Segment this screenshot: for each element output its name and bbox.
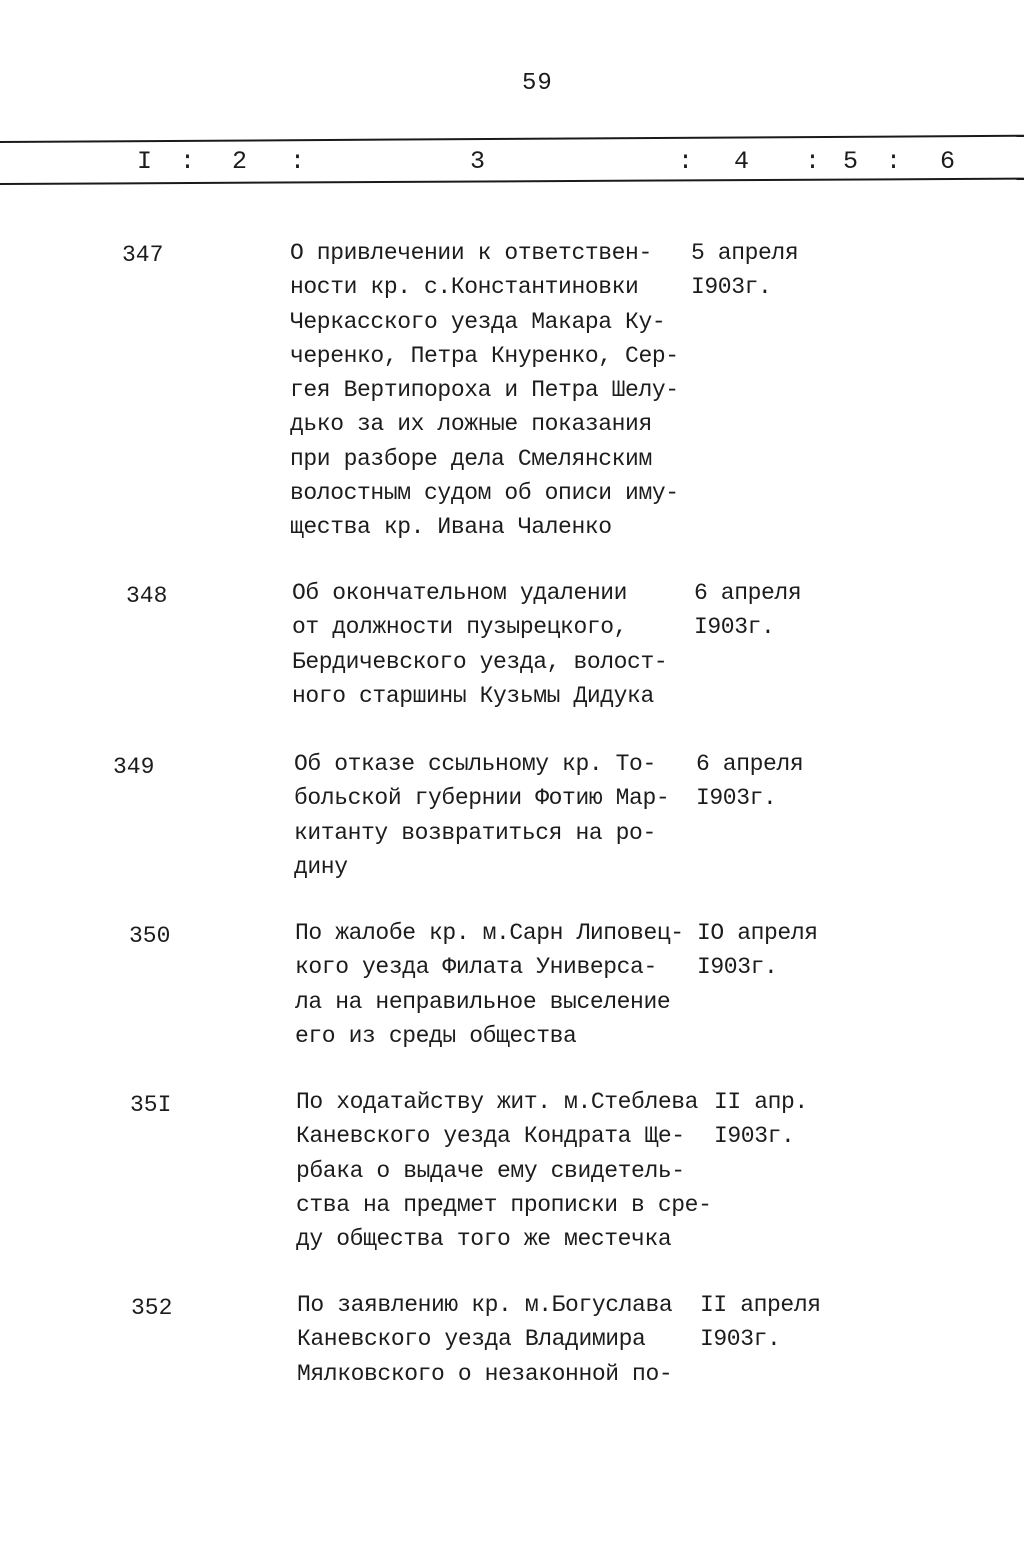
column-header-6: 6: [940, 147, 956, 176]
entry-number: 347: [122, 242, 164, 268]
column-separator: :: [290, 147, 306, 176]
entry-date: II апр. I903г.: [714, 1089, 808, 1150]
column-header-3: 3: [470, 147, 486, 176]
entry-description: Об отказе ссыльному кр. То- больской губернии Фотию Мар- китанту возвратиться на ро- дину: [294, 751, 670, 880]
entry-number: 352: [131, 1295, 173, 1321]
entry-description: О привлечении к ответствен- ности кр. с.Константиновки Черкасского уезда Макара Ку- черенко, Петра Кнуренко, Сер- гея Вертипороха и Петра Шелу- дько за их ложные показания при разборе дела Смелянским волостным судом об описи иму- щества кр. Ивана Чаленко: [290, 240, 679, 541]
column-header-4: 4: [734, 147, 750, 176]
column-header-2: 2: [232, 147, 248, 176]
column-header-1: I: [137, 147, 153, 176]
entry-date: IO апреля I903г.: [697, 920, 818, 981]
column-separator: :: [180, 147, 196, 176]
entry-number: 348: [126, 583, 168, 609]
column-separator: :: [886, 147, 902, 176]
page-number: 59: [522, 70, 553, 97]
column-separator: :: [805, 147, 821, 176]
header-rule-top: [0, 135, 1024, 143]
column-separator: :: [678, 147, 694, 176]
entry-date: 6 апреля I903г.: [696, 751, 804, 812]
entry-date: II апреля I903г.: [700, 1292, 821, 1353]
column-header-5: 5: [843, 147, 859, 176]
entry-number: 350: [129, 923, 171, 949]
entry-description: По заявлению кр. м.Богуслава Каневского уезда Владимира Мялковского о незаконной по-: [297, 1292, 673, 1387]
entry-description: По жалобе кр. м.Сарн Липовец- кого уезда Филата Универса- ла на неправильное выселение его из среды общества: [295, 920, 684, 1049]
entry-description: По ходатайству жит. м.Стеблева Каневского уезда Кондрата Ще- рбака о выдаче ему свидетель- ства на предмет прописки в сре- ду общества того же местечка: [296, 1089, 712, 1253]
entry-date: 5 апреля I903г.: [691, 240, 799, 301]
entry-number: 35I: [130, 1092, 172, 1118]
entry-number: 349: [113, 754, 155, 780]
entry-date: 6 апреля I903г.: [694, 580, 802, 641]
header-rule-bottom: [0, 178, 1024, 185]
entry-description: Об окончательном удалении от должности пузырецкого, Бердичевского уезда, волост- ного старшины Кузьмы Дидука: [292, 580, 668, 709]
